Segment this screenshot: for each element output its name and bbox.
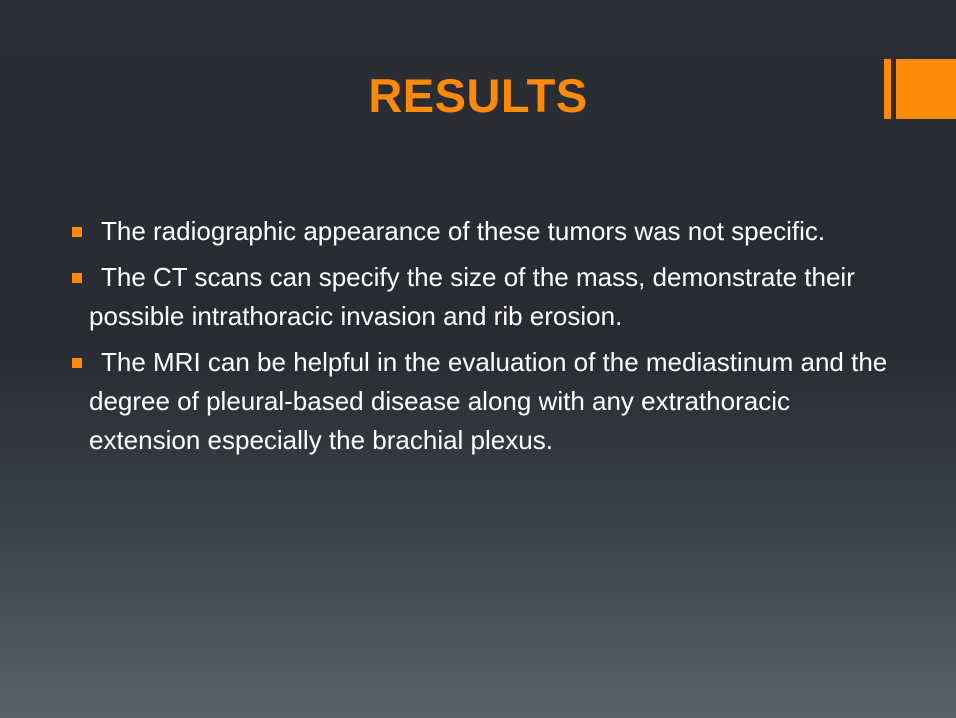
- bullet-list: [72, 212, 892, 467]
- slide-title: RESULTS: [368, 69, 588, 122]
- square-bullet-icon: [72, 358, 82, 368]
- bullet-text: The MRI can be helpful in the evaluation of the mediastinum and the degree of pleural-based disease along with any extrathoracic extension especially the brachial plexus.: [89, 347, 888, 455]
- square-bullet-icon: [72, 273, 82, 283]
- bullet-item: [72, 343, 892, 460]
- bullet-item: [72, 258, 892, 336]
- bullet-item: [72, 212, 892, 251]
- bullet-text: The CT scans can specify the size of the mass, demonstrate their possible intrathoracic invasion and rib erosion.: [89, 262, 855, 331]
- bullet-text: The radiographic appearance of these tumors was not specific.: [101, 216, 826, 246]
- square-bullet-icon: [72, 227, 82, 237]
